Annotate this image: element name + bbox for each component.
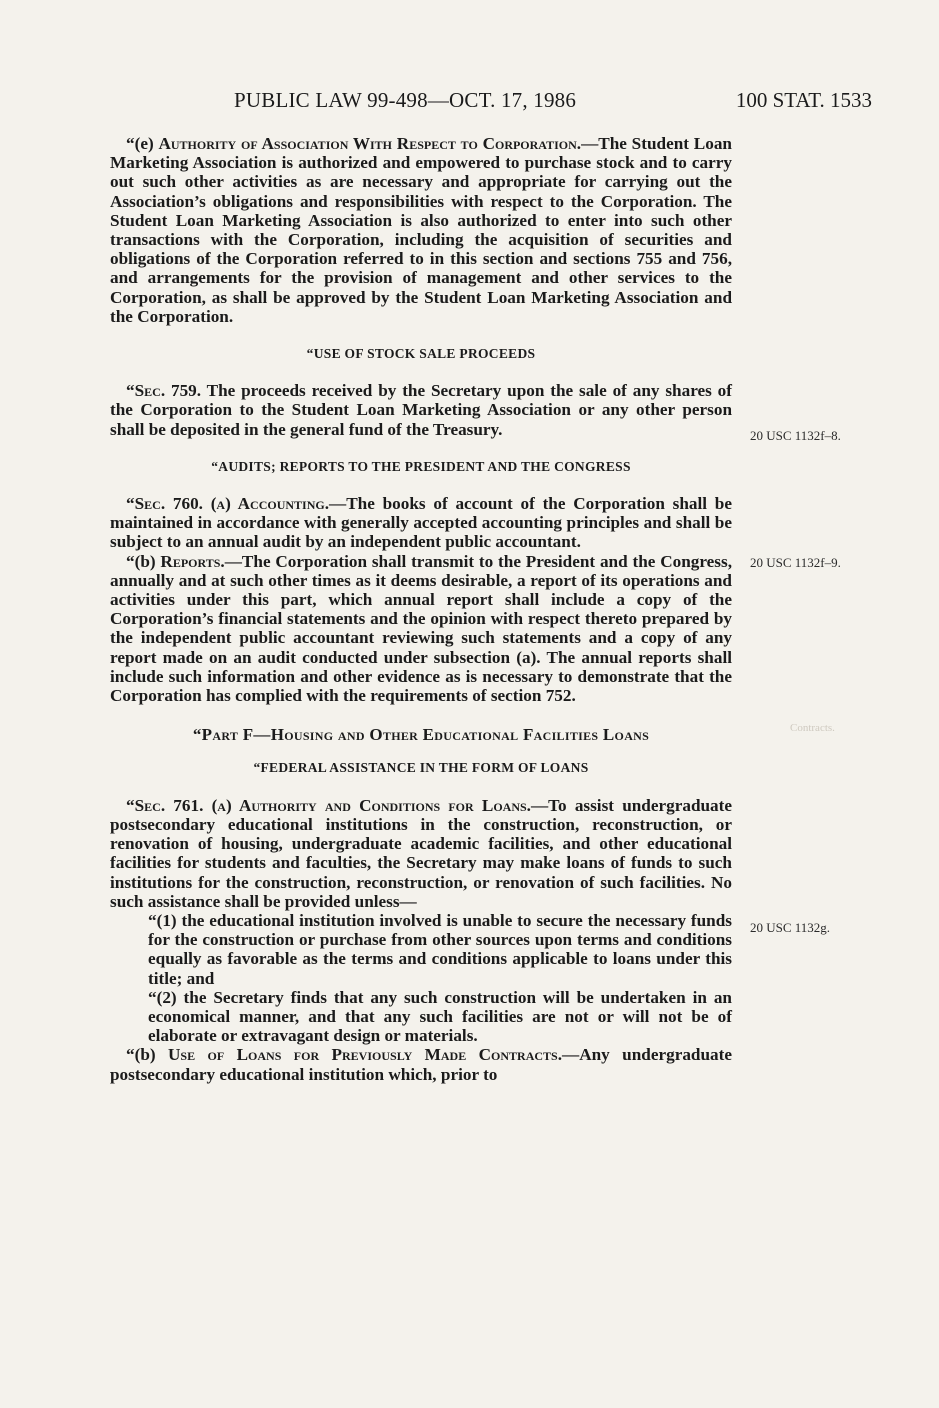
statute-body bbox=[110, 134, 732, 1084]
public-law-citation: PUBLIC LAW 99-498—OCT. 17, 1986 bbox=[234, 88, 577, 112]
section-761a-title: Authority and Conditions for Loans. bbox=[238, 795, 531, 815]
section-760b: “(b) Reports.—The Corporation shall transmit to the President and the Congress, annually and at such other times as it deems desirable, a report of its operations and activities under this part, which annual report shall include a copy of the Corporation’s financial statements and the opinion with respect thereto prepared by the independent public accountant reviewing such statements and a copy of any report made on an audit conducted under subsection (a). The annual reports shall include such information and other evidence as is necessary to demonstrate that the Corporation has complied with the requirements of section 752. bbox=[110, 551, 732, 706]
item-1: “(1) the educational institution involved is unable to secure the necessary funds for the construction or purchase from other sources upon terms and conditions equally as favorable as the terms and conditions applicable to loans under this title; and bbox=[148, 910, 732, 988]
part-f-heading: “Part F—Housing and Other Educational Facilities Loans bbox=[192, 725, 650, 745]
section-761b: “(b) Use of Loans for Previously Made Contracts.—Any undergraduate postsecondary educational institution which, prior to bbox=[110, 1045, 732, 1084]
section-761a: “Sec. 761. (a) Authority and Conditions for Loans.—To assist undergraduate postsecondary educational institutions in the construction, reconstruction, or renovation of housing, undergraduate academic facilities, and other educational facilities for students and faculties, the Secretary may make loans of funds to such institutions for the construction, reconstruction, or renovation of such facilities. No such assistance shall be provided unless— bbox=[110, 795, 733, 911]
page-header bbox=[110, 88, 872, 118]
margin-note-761: 20 USC 1132g. bbox=[750, 920, 831, 935]
section-759-heading: “USE OF STOCK SALE PROCEEDS bbox=[306, 346, 536, 362]
section-761-heading: “FEDERAL ASSISTANCE IN THE FORM OF LOANS bbox=[253, 760, 589, 776]
statute-page-number: 100 STAT. 1533 bbox=[735, 88, 872, 112]
section-761b-title: Use of Loans for Previously Made Contracts. bbox=[168, 1045, 563, 1065]
section-760-heading: “AUDITS; REPORTS TO THE PRESIDENT AND THE CONGRESS bbox=[211, 458, 631, 474]
bleed-through-note: Contracts. bbox=[790, 722, 835, 734]
section-759-lead: “Sec. 759. bbox=[126, 381, 202, 401]
margin-note-760: 20 USC 1132f–9. bbox=[750, 555, 841, 570]
section-760b-title: Reports. bbox=[160, 551, 225, 571]
paragraph-e: “(e) Authority of Association With Respect to Corporation.—The Student Loan Marketing Association is authorized and empowered to purchase stock and to carry out such other activities as are necessary and appropriate for carrying out the Association’s obligations and responsibilities with respect to the Corporation. The Student Loan Marketing Association is also authorized to enter into such other transactions with the Corporation, including the acquisition of securities and obligations of the Corporation referred to in this section and sections 755 and 756, and arrangements for the provision of management and other services to the Corporation, as shall be approved by the Student Loan Marketing Association and the Corporation. bbox=[110, 134, 732, 326]
section-760a-title: Accounting. bbox=[237, 494, 330, 514]
section-760a: “Sec. 760. (a) Accounting.—The books of account of the Corporation shall be maintained in accordance with generally accepted accounting principles and shall be subject to an annual audit by an independent public accountant. bbox=[110, 494, 732, 552]
margin-note-759: 20 USC 1132f–8. bbox=[750, 428, 841, 443]
item-2: “(2) the Secretary finds that any such construction will be undertaken in an economical manner, and that any such facilities are not or will not be of elaborate or extravagant design or materials. bbox=[148, 987, 732, 1046]
section-759: “Sec. 759. The proceeds received by the Secretary upon the sale of any shares of the Corporation to the Student Loan Marketing Association or any other person shall be deposited in the general fund of the Treasury. bbox=[110, 381, 733, 439]
paragraph-e-title: Authority of Association With Respect to Corporation. bbox=[158, 134, 582, 153]
